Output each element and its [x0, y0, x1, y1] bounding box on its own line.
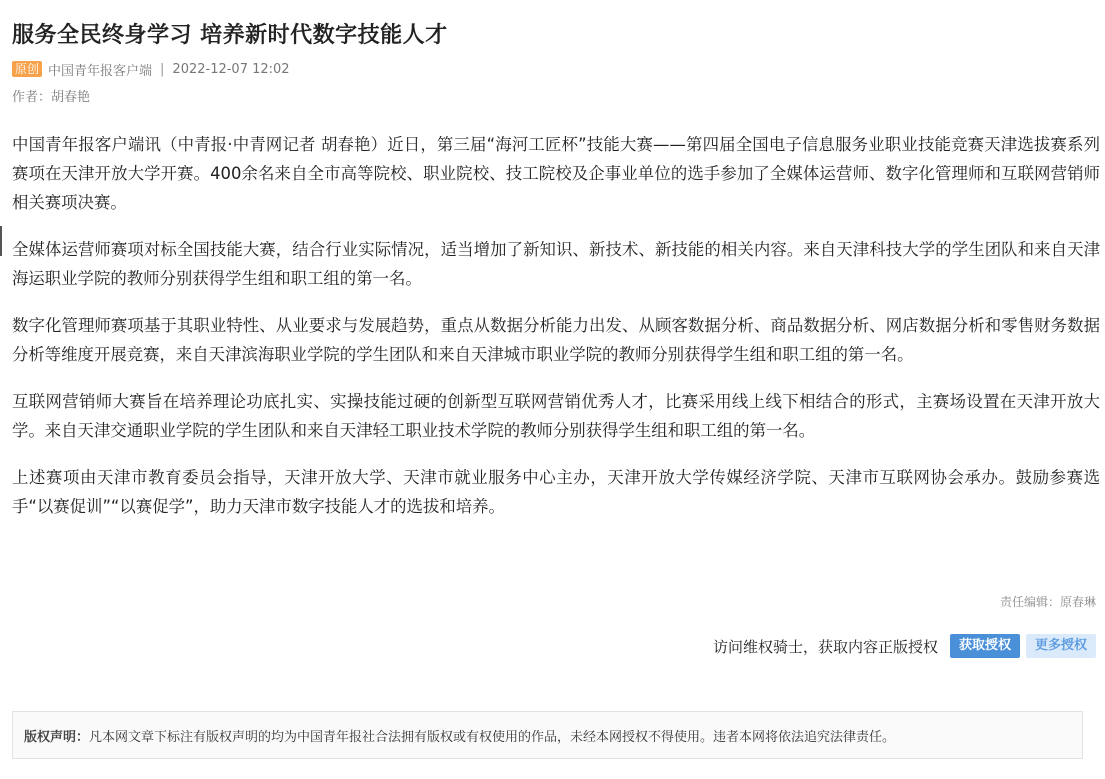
author-line: 作者：胡春艳	[12, 90, 91, 105]
get-license-button[interactable]: 获取授权	[950, 634, 1020, 658]
original-badge: 原创	[12, 61, 42, 77]
article-body	[12, 130, 1100, 539]
more-license-button[interactable]: 更多授权	[1026, 634, 1096, 658]
copyright-text: 凡本网文章下标注有版权声明的均为中国青年报社合法拥有版权或有权使用的作品，未经本网授权不得使用。违者本网将依法追究法律责任。	[89, 729, 896, 745]
license-text: 访问维权骑士，获取内容正版授权	[712, 637, 938, 656]
article-paragraph: 上述赛项由天津市教育委员会指导，天津开放大学、天津市就业服务中心主办，天津开放大学传媒经济学院、天津市互联网协会承办。鼓励参赛选手“以赛促训”“以赛促学”，助力天津市数字技能人才的选拔和培养。	[12, 468, 1100, 516]
license-bar	[713, 633, 1096, 659]
responsible-editor: 责任编辑：原春琳	[999, 595, 1096, 609]
source-label: 中国青年报客户端	[48, 63, 153, 79]
copyright-notice	[12, 711, 1083, 759]
article-paragraph: 全媒体运营师赛项对标全国技能大赛，结合行业实际情况，适当增加了新知识、新技术、新技能的相关内容。来自天津科技大学的学生团队和来自天津海运职业学院的教师分别获得学生组和职工组的第一名。	[12, 240, 1100, 288]
meta-separator: |	[160, 61, 165, 77]
copyright-label: 版权声明：	[24, 729, 90, 745]
article-meta	[12, 60, 290, 78]
article-paragraph: 数字化管理师赛项基于其职业特性、从业要求与发展趋势，重点从数据分析能力出发、从顾客数据分析、商品数据分析、网店数据分析和零售财务数据分析等维度开展竞赛，来自天津滨海职业学院的学生团队和来自天津城市职业学院的教师分别获得学生组和职工组的第一名。	[12, 316, 1100, 364]
publish-datetime: 2022-12-07 12:02	[172, 61, 290, 77]
article-paragraph: 互联网营销师大赛旨在培养理论功底扎实、实操技能过硬的创新型互联网营销优秀人才，比赛采用线上线下相结合的形式，主赛场设置在天津开放大学。来自天津交通职业学院的学生团队和来自天津轻工职业技术学院的教师分别获得学生组和职工组的第一名。	[12, 392, 1100, 440]
article-title: 服务全民终身学习 培养新时代数字技能人才	[12, 23, 448, 48]
article-paragraph: 中国青年报客户端讯（中青报·中青网记者 胡春艳）近日，第三届“海河工匠杯”技能大赛——第四届全国电子信息服务业职业技能竞赛天津选拔赛系列赛项在天津开放大学开赛。400余名来自全市高等院校、职业院校、技工院校及企事业单位的选手参加了全媒体运营师、数字化管理师和互联网营销师相关赛项决赛。	[12, 135, 1100, 212]
paragraph-marker	[0, 226, 2, 256]
